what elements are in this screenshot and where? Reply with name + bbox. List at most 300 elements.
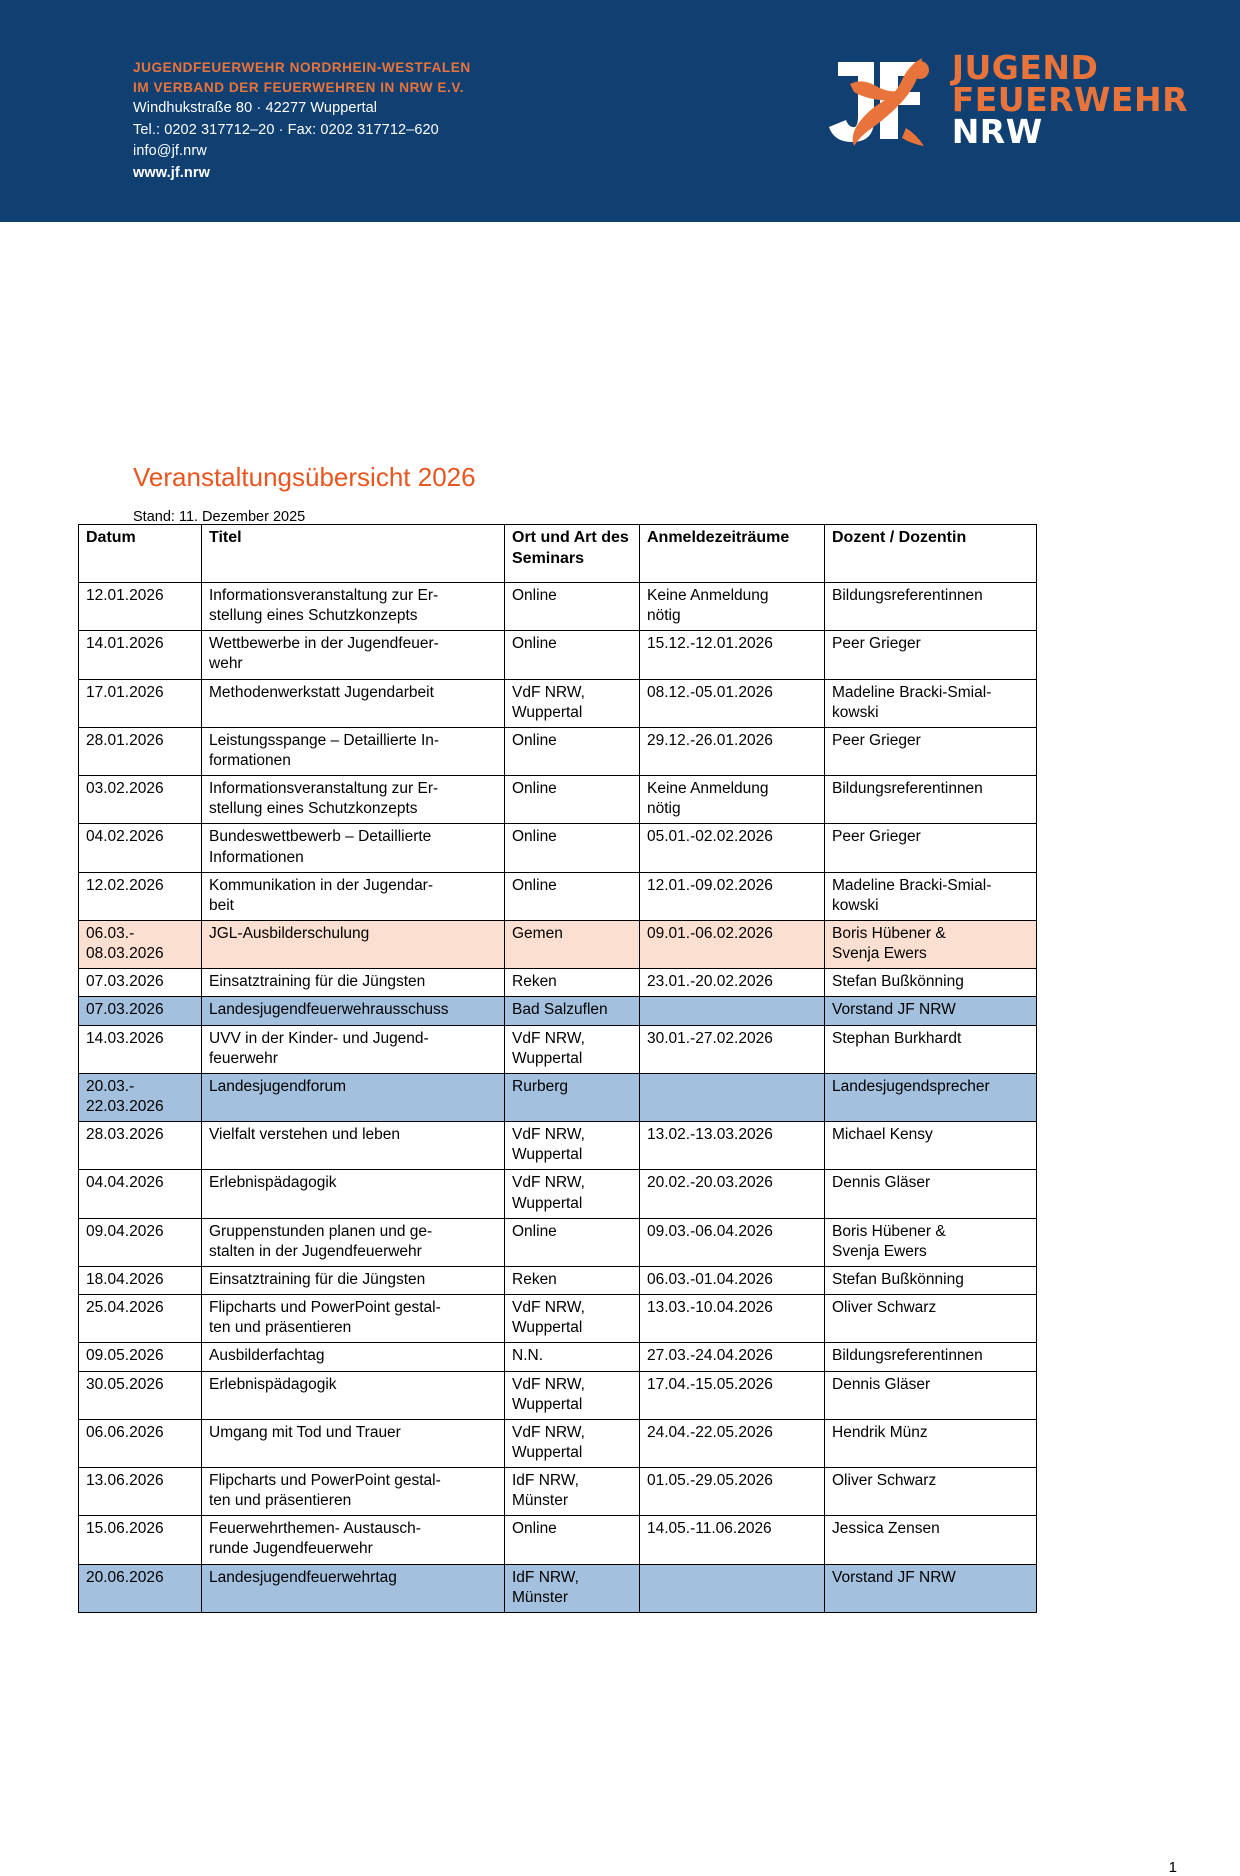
- cell-titel: [202, 1564, 505, 1612]
- cell-datum-line1: 18.04.2026: [86, 1270, 164, 1288]
- cell-anmeldung-line1: 13.02.-13.03.2026: [647, 1126, 773, 1144]
- cell-titel: [202, 727, 505, 775]
- cell-ort-line1: Online: [512, 876, 557, 894]
- cell-titel: [202, 583, 505, 631]
- cell-dozent: [825, 1371, 1037, 1419]
- cell-ort-line1: VdF NRW,: [512, 1375, 585, 1393]
- cell-dozent-line1: Madeline Bracki-Smial-: [832, 876, 992, 894]
- cell-anmeldung-line1: 13.03.-10.04.2026: [647, 1299, 773, 1317]
- organization-address-block: [133, 58, 471, 184]
- address-line-org-assoc: IM VERBAND DER FEUERWEHREN IN NRW E.V.: [133, 80, 465, 96]
- table-row[interactable]: [79, 872, 1037, 920]
- cell-titel-line2: Informationen: [209, 848, 304, 866]
- cell-dozent: [825, 631, 1037, 679]
- cell-titel-line2: wehr: [209, 655, 243, 673]
- cell-ort: [505, 1468, 640, 1516]
- cell-ort-line1: VdF NRW,: [512, 1029, 585, 1047]
- cell-datum: [79, 1343, 202, 1371]
- cell-datum-line1: 28.01.2026: [86, 731, 164, 749]
- cell-datum-line1: 04.04.2026: [86, 1174, 164, 1192]
- cell-ort: [505, 872, 640, 920]
- cell-ort-line1: Bad Salzuflen: [512, 1001, 608, 1019]
- cell-titel: [202, 1266, 505, 1294]
- cell-anmeldung: [640, 679, 825, 727]
- cell-datum: [79, 1419, 202, 1467]
- cell-ort-line2: Wuppertal: [512, 1049, 583, 1067]
- cell-dozent-line1: Bildungsreferentinnen: [832, 587, 983, 604]
- cell-datum-line1: 20.03.-: [86, 1077, 135, 1095]
- cell-titel-line2: stellung eines Schutzkonzepts: [209, 800, 418, 818]
- cell-ort-line1: IdF NRW,: [512, 1472, 579, 1490]
- cell-titel: [202, 1025, 505, 1073]
- cell-titel-line2: ten und präsentieren: [209, 1492, 352, 1510]
- cell-anmeldung: [640, 1516, 825, 1564]
- cell-datum-line1: 30.05.2026: [86, 1375, 164, 1393]
- table-row[interactable]: [79, 583, 1037, 631]
- cell-dozent: [825, 1295, 1037, 1343]
- cell-ort: [505, 1419, 640, 1467]
- table-row[interactable]: [79, 1073, 1037, 1121]
- cell-anmeldung-line1: 01.05.-29.05.2026: [647, 1472, 773, 1490]
- cell-ort-line1: IdF NRW,: [512, 1568, 579, 1586]
- cell-datum-line1: 20.06.2026: [86, 1568, 164, 1586]
- cell-datum: [79, 1122, 202, 1170]
- cell-dozent: [825, 679, 1037, 727]
- cell-dozent-line1: Dennis Gläser: [832, 1375, 931, 1393]
- table-row[interactable]: [79, 1218, 1037, 1266]
- cell-anmeldung: [640, 997, 825, 1025]
- events-table: [78, 524, 1037, 1613]
- cell-titel-line1: Flipcharts und PowerPoint gestal-: [209, 1299, 441, 1317]
- cell-anmeldung: [640, 969, 825, 997]
- cell-dozent-line1: Oliver Schwarz: [832, 1299, 937, 1317]
- cell-titel-line2: ten und präsentieren: [209, 1319, 352, 1337]
- cell-titel-line1: Landesjugendforum: [209, 1077, 347, 1095]
- events-table-header: [79, 525, 1037, 583]
- table-row[interactable]: [79, 969, 1037, 997]
- cell-datum: [79, 679, 202, 727]
- cell-datum-line2: 08.03.2026: [86, 945, 164, 963]
- table-row[interactable]: [79, 727, 1037, 775]
- cell-titel: [202, 872, 505, 920]
- cell-datum: [79, 872, 202, 920]
- cell-ort-line2: Wuppertal: [512, 1395, 583, 1413]
- address-line-phone-fax: Tel.: 0202 317712–20 · Fax: 0202 317712–620: [133, 121, 439, 138]
- cell-ort-line1: Online: [512, 1520, 557, 1538]
- cell-dozent-line1: Landesjugendsprecher: [832, 1077, 990, 1095]
- cell-anmeldung-line1: 27.03.-24.04.2026: [647, 1347, 773, 1365]
- cell-datum-line1: 17.01.2026: [86, 683, 164, 701]
- cell-anmeldung-line1: 29.12.-26.01.2026: [647, 731, 773, 749]
- cell-datum-line1: 14.01.2026: [86, 635, 164, 653]
- cell-titel-line1: Bundeswettbewerb – Detaillierte: [209, 828, 432, 846]
- cell-ort: [505, 583, 640, 631]
- column-header-datum: Datum: [79, 525, 202, 583]
- cell-dozent-line2: Svenja Ewers: [832, 1242, 927, 1260]
- cell-ort: [505, 920, 640, 968]
- cell-dozent-line1: Boris Hübener &: [832, 924, 946, 942]
- cell-dozent-line1: Bildungsreferentinnen: [832, 1347, 983, 1365]
- table-row[interactable]: [79, 776, 1037, 824]
- cell-datum: [79, 1218, 202, 1266]
- cell-anmeldung-line1: 24.04.-22.05.2026: [647, 1423, 773, 1441]
- cell-titel-line1: Gruppenstunden planen und ge-: [209, 1222, 433, 1240]
- cell-ort-line1: Rurberg: [512, 1077, 568, 1095]
- cell-dozent: [825, 997, 1037, 1025]
- cell-ort-line2: Wuppertal: [512, 1194, 583, 1212]
- table-row[interactable]: [79, 997, 1037, 1025]
- cell-dozent: [825, 776, 1037, 824]
- cell-titel: [202, 631, 505, 679]
- cell-ort: [505, 1516, 640, 1564]
- cell-dozent-line1: Madeline Bracki-Smial-: [832, 683, 992, 701]
- cell-dozent: [825, 1516, 1037, 1564]
- logo-word-nrw: NRW: [951, 111, 1043, 151]
- cell-ort-line2: Wuppertal: [512, 1146, 583, 1164]
- cell-dozent: [825, 920, 1037, 968]
- cell-ort-line1: VdF NRW,: [512, 1174, 585, 1192]
- table-row[interactable]: [79, 1564, 1037, 1612]
- cell-datum-line1: 15.06.2026: [86, 1520, 164, 1538]
- table-row[interactable]: [79, 1516, 1037, 1564]
- cell-ort-line1: VdF NRW,: [512, 1423, 585, 1441]
- cell-dozent-line1: Dennis Gläser: [832, 1174, 931, 1192]
- cell-datum: [79, 776, 202, 824]
- cell-dozent: [825, 1218, 1037, 1266]
- cell-dozent-line1: Peer Grieger: [832, 731, 921, 749]
- table-row[interactable]: [79, 679, 1037, 727]
- table-row[interactable]: [79, 1295, 1037, 1343]
- cell-anmeldung: [640, 1122, 825, 1170]
- cell-dozent-line1: Jessica Zensen: [832, 1520, 940, 1538]
- page-number: 1: [1168, 1859, 1177, 1876]
- cell-anmeldung-line1: 30.01.-27.02.2026: [647, 1029, 773, 1047]
- column-header-ort-line1: Ort und Art: [512, 529, 597, 546]
- cell-ort-line1: Online: [512, 635, 557, 653]
- cell-anmeldung-line1: 09.01.-06.02.2026: [647, 924, 773, 942]
- cell-dozent: [825, 824, 1037, 872]
- cell-ort: [505, 1122, 640, 1170]
- table-row[interactable]: [79, 1266, 1037, 1294]
- cell-titel-line2: beit: [209, 896, 234, 914]
- cell-datum: [79, 583, 202, 631]
- address-line-website[interactable]: www.jf.nrw: [133, 164, 210, 181]
- cell-dozent-line1: Stefan Bußkönning: [832, 1270, 964, 1288]
- cell-titel-line1: Ausbilderfachtag: [209, 1347, 325, 1365]
- cell-dozent-line1: Vorstand JF NRW: [832, 1001, 956, 1019]
- cell-dozent-line2: Svenja Ewers: [832, 945, 927, 963]
- cell-anmeldung-line1: 12.01.-09.02.2026: [647, 876, 773, 894]
- cell-titel-line1: Methodenwerkstatt Jugendarbeit: [209, 683, 434, 701]
- cell-ort: [505, 776, 640, 824]
- cell-titel-line1: Wettbewerbe in der Jugendfeuer-: [209, 635, 439, 653]
- cell-titel-line1: Informationsveranstaltung zur Er-: [209, 780, 439, 798]
- cell-titel-line2: stalten in der Jugendfeuerwehr: [209, 1242, 422, 1260]
- cell-anmeldung: [640, 776, 825, 824]
- cell-titel-line1: Leistungsspange – Detaillierte In-: [209, 731, 440, 749]
- cell-dozent-line2: kowski: [832, 896, 879, 914]
- cell-anmeldung: [640, 1218, 825, 1266]
- cell-datum-line1: 28.03.2026: [86, 1126, 164, 1144]
- table-row[interactable]: [79, 824, 1037, 872]
- cell-anmeldung: [640, 583, 825, 631]
- cell-ort-line1: VdF NRW,: [512, 1299, 585, 1317]
- cell-anmeldung-line1: 08.12.-05.01.2026: [647, 683, 773, 701]
- cell-datum: [79, 1295, 202, 1343]
- cell-ort-line1: Online: [512, 780, 557, 798]
- cell-titel: [202, 1218, 505, 1266]
- cell-ort: [505, 1371, 640, 1419]
- cell-anmeldung: [640, 1295, 825, 1343]
- table-row[interactable]: [79, 1343, 1037, 1371]
- cell-titel-line1: JGL-Ausbilderschulung: [209, 924, 370, 942]
- cell-titel: [202, 824, 505, 872]
- table-header-row: [79, 525, 1037, 583]
- cell-ort: [505, 727, 640, 775]
- cell-datum-line1: 07.03.2026: [86, 973, 164, 991]
- table-row[interactable]: [79, 1468, 1037, 1516]
- cell-titel: [202, 1170, 505, 1218]
- cell-datum-line1: 09.04.2026: [86, 1222, 164, 1240]
- cell-datum: [79, 1073, 202, 1121]
- cell-titel: [202, 1343, 505, 1371]
- cell-titel-line1: Landesjugendfeuerwehrtag: [209, 1568, 397, 1586]
- cell-titel-line1: Umgang mit Tod und Trauer: [209, 1423, 401, 1441]
- cell-anmeldung: [640, 1343, 825, 1371]
- cell-anmeldung-line1: 15.12.-12.01.2026: [647, 635, 773, 653]
- cell-titel: [202, 1371, 505, 1419]
- cell-titel: [202, 920, 505, 968]
- events-table-body: [79, 583, 1037, 1613]
- cell-titel: [202, 1122, 505, 1170]
- cell-ort: [505, 1025, 640, 1073]
- address-line-street: Windhukstraße 80 · 42277 Wuppertal: [133, 100, 378, 117]
- cell-dozent: [825, 1122, 1037, 1170]
- cell-datum: [79, 631, 202, 679]
- cell-titel: [202, 997, 505, 1025]
- cell-ort-line2: Wuppertal: [512, 703, 583, 721]
- table-row[interactable]: [79, 1025, 1037, 1073]
- cell-ort-line2: Münster: [512, 1588, 568, 1606]
- cell-anmeldung-line1: Keine Anmeldung: [647, 780, 769, 798]
- cell-anmeldung: [640, 872, 825, 920]
- cell-dozent: [825, 1343, 1037, 1371]
- cell-datum-line1: 09.05.2026: [86, 1347, 164, 1365]
- table-row[interactable]: [79, 631, 1037, 679]
- cell-datum: [79, 727, 202, 775]
- cell-dozent: [825, 1266, 1037, 1294]
- cell-dozent-line1: Peer Grieger: [832, 635, 921, 653]
- cell-anmeldung-line2: nötig: [647, 607, 681, 625]
- cell-ort: [505, 1170, 640, 1218]
- table-row[interactable]: [79, 1122, 1037, 1170]
- cell-titel: [202, 679, 505, 727]
- cell-anmeldung-line2: nötig: [647, 800, 681, 818]
- table-row[interactable]: [79, 920, 1037, 968]
- cell-titel: [202, 1073, 505, 1121]
- cell-ort: [505, 969, 640, 997]
- cell-dozent-line2: kowski: [832, 703, 879, 721]
- cell-dozent: [825, 872, 1037, 920]
- cell-titel-line1: Feuerwehrthemen- Austausch-: [209, 1520, 421, 1538]
- cell-ort-line1: Online: [512, 587, 557, 604]
- cell-dozent-line1: Peer Grieger: [832, 828, 921, 846]
- cell-titel: [202, 776, 505, 824]
- cell-datum-line1: 06.06.2026: [86, 1423, 164, 1441]
- cell-titel-line2: stellung eines Schutzkonzepts: [209, 607, 418, 625]
- cell-ort: [505, 1295, 640, 1343]
- cell-ort: [505, 824, 640, 872]
- cell-ort: [505, 1266, 640, 1294]
- jugendfeuerwehr-logo: [820, 44, 1188, 156]
- cell-datum-line1: 12.01.2026: [86, 587, 164, 604]
- cell-anmeldung-line1: 17.04.-15.05.2026: [647, 1375, 773, 1393]
- cell-ort-line1: Online: [512, 828, 557, 846]
- cell-ort-line1: Online: [512, 1222, 557, 1240]
- table-row[interactable]: [79, 1371, 1037, 1419]
- cell-ort-line1: Online: [512, 731, 557, 749]
- cell-anmeldung-line1: Keine Anmeldung: [647, 587, 769, 604]
- cell-anmeldung: [640, 1025, 825, 1073]
- cell-anmeldung: [640, 824, 825, 872]
- cell-titel: [202, 1468, 505, 1516]
- cell-ort: [505, 997, 640, 1025]
- cell-dozent-line1: Stefan Bußkönning: [832, 973, 964, 991]
- cell-ort-line1: Reken: [512, 1270, 557, 1288]
- address-line-email[interactable]: info@jf.nrw: [133, 143, 207, 160]
- cell-titel-line1: UVV in der Kinder- und Jugend-: [209, 1029, 429, 1047]
- cell-titel-line2: runde Jugendfeuerwehr: [209, 1540, 373, 1558]
- cell-anmeldung: [640, 1170, 825, 1218]
- logo-word-jugend: JUGEND: [951, 48, 1099, 88]
- cell-dozent-line1: Vorstand JF NRW: [832, 1568, 956, 1586]
- cell-datum: [79, 920, 202, 968]
- cell-anmeldung: [640, 920, 825, 968]
- cell-titel-line1: Flipcharts und PowerPoint gestal-: [209, 1472, 441, 1490]
- cell-ort-line2: Wuppertal: [512, 1319, 583, 1337]
- cell-titel: [202, 1295, 505, 1343]
- cell-datum-line2: 22.03.2026: [86, 1097, 164, 1115]
- cell-datum-line1: 13.06.2026: [86, 1472, 164, 1490]
- cell-ort-line1: N.N.: [512, 1347, 543, 1365]
- cell-datum: [79, 1564, 202, 1612]
- cell-anmeldung: [640, 1468, 825, 1516]
- column-header-titel: Titel: [202, 525, 505, 583]
- cell-datum: [79, 1266, 202, 1294]
- cell-ort-line1: Gemen: [512, 924, 563, 942]
- cell-dozent: [825, 1073, 1037, 1121]
- cell-dozent: [825, 1564, 1037, 1612]
- events-table-container: [78, 524, 1036, 1613]
- cell-ort: [505, 1564, 640, 1612]
- cell-anmeldung: [640, 1419, 825, 1467]
- cell-datum-line1: 25.04.2026: [86, 1299, 164, 1317]
- cell-anmeldung: [640, 727, 825, 775]
- cell-datum: [79, 824, 202, 872]
- cell-anmeldung: [640, 1371, 825, 1419]
- cell-anmeldung-line1: 14.05.-11.06.2026: [647, 1520, 772, 1538]
- cell-anmeldung-line1: 09.03.-06.04.2026: [647, 1222, 773, 1240]
- cell-titel-line1: Einsatztraining für die Jüngsten: [209, 973, 426, 991]
- cell-datum: [79, 1371, 202, 1419]
- cell-dozent-line1: Boris Hübener &: [832, 1222, 946, 1240]
- cell-datum-line1: 04.02.2026: [86, 828, 164, 846]
- cell-titel: [202, 969, 505, 997]
- column-header-ort-line2: des Seminars: [512, 529, 629, 567]
- logo-wordmark: [951, 48, 1188, 151]
- cell-datum-line1: 14.03.2026: [86, 1029, 164, 1047]
- column-header-anmeldezeitraeume: Anmeldezeiträume: [640, 525, 825, 583]
- cell-anmeldung-line1: 06.03.-01.04.2026: [647, 1270, 773, 1288]
- cell-datum: [79, 1170, 202, 1218]
- cell-ort: [505, 631, 640, 679]
- cell-ort-line2: Wuppertal: [512, 1443, 583, 1461]
- cell-titel-line1: Einsatztraining für die Jüngsten: [209, 1270, 426, 1288]
- cell-dozent: [825, 583, 1037, 631]
- cell-titel-line2: feuerwehr: [209, 1049, 278, 1067]
- cell-dozent-line1: Bildungsreferentinnen: [832, 780, 983, 798]
- cell-ort-line2: Münster: [512, 1492, 568, 1510]
- cell-dozent: [825, 969, 1037, 997]
- cell-datum: [79, 969, 202, 997]
- cell-datum: [79, 1025, 202, 1073]
- cell-titel-line2: formationen: [209, 751, 291, 769]
- cell-dozent-line1: Michael Kensy: [832, 1126, 933, 1144]
- cell-datum: [79, 1468, 202, 1516]
- table-row[interactable]: [79, 1419, 1037, 1467]
- cell-datum-line1: 06.03.-: [86, 924, 135, 942]
- cell-dozent: [825, 1419, 1037, 1467]
- cell-anmeldung: [640, 631, 825, 679]
- cell-ort: [505, 1073, 640, 1121]
- cell-titel-line1: Landesjugendfeuerwehrausschuss: [209, 1001, 449, 1019]
- cell-ort: [505, 1218, 640, 1266]
- cell-dozent-line1: Oliver Schwarz: [832, 1472, 937, 1490]
- cell-dozent-line1: Stephan Burkhardt: [832, 1029, 962, 1047]
- cell-dozent: [825, 727, 1037, 775]
- cell-datum-line1: 12.02.2026: [86, 876, 164, 894]
- page-title: Veranstaltungsübersicht 2026: [133, 462, 476, 492]
- column-header-ort: [505, 525, 640, 583]
- table-row[interactable]: [79, 1170, 1037, 1218]
- cell-dozent: [825, 1025, 1037, 1073]
- cell-titel-line1: Vielfalt verstehen und leben: [209, 1126, 401, 1144]
- document-status-date: Stand: 11. Dezember 2025: [133, 509, 306, 525]
- cell-anmeldung: [640, 1266, 825, 1294]
- cell-dozent-line1: Hendrik Münz: [832, 1423, 928, 1441]
- cell-ort: [505, 1343, 640, 1371]
- cell-anmeldung-line1: 20.02.-20.03.2026: [647, 1174, 773, 1192]
- cell-titel: [202, 1516, 505, 1564]
- logo-word-feuerwehr: FEUERWEHR: [951, 80, 1188, 120]
- address-line-org-name: JUGENDFEUERWEHR NORDRHEIN-WESTFALEN: [133, 60, 471, 75]
- cell-ort-line1: VdF NRW,: [512, 1126, 585, 1144]
- cell-anmeldung-line1: 23.01.-20.02.2026: [647, 973, 773, 991]
- cell-datum-line1: 07.03.2026: [86, 1001, 164, 1019]
- cell-titel-line1: Informationsveranstaltung zur Er-: [209, 587, 439, 604]
- cell-datum: [79, 1516, 202, 1564]
- column-header-dozent: Dozent / Dozentin: [825, 525, 1037, 583]
- cell-titel-line1: Erlebnispädagogik: [209, 1375, 337, 1393]
- cell-titel-line1: Erlebnispädagogik: [209, 1174, 337, 1192]
- cell-anmeldung-line1: 05.01.-02.02.2026: [647, 828, 773, 846]
- cell-titel: [202, 1419, 505, 1467]
- page-header-band: [0, 0, 1240, 222]
- cell-dozent: [825, 1468, 1037, 1516]
- cell-datum-line1: 03.02.2026: [86, 780, 164, 798]
- cell-anmeldung: [640, 1564, 825, 1612]
- cell-dozent: [825, 1170, 1037, 1218]
